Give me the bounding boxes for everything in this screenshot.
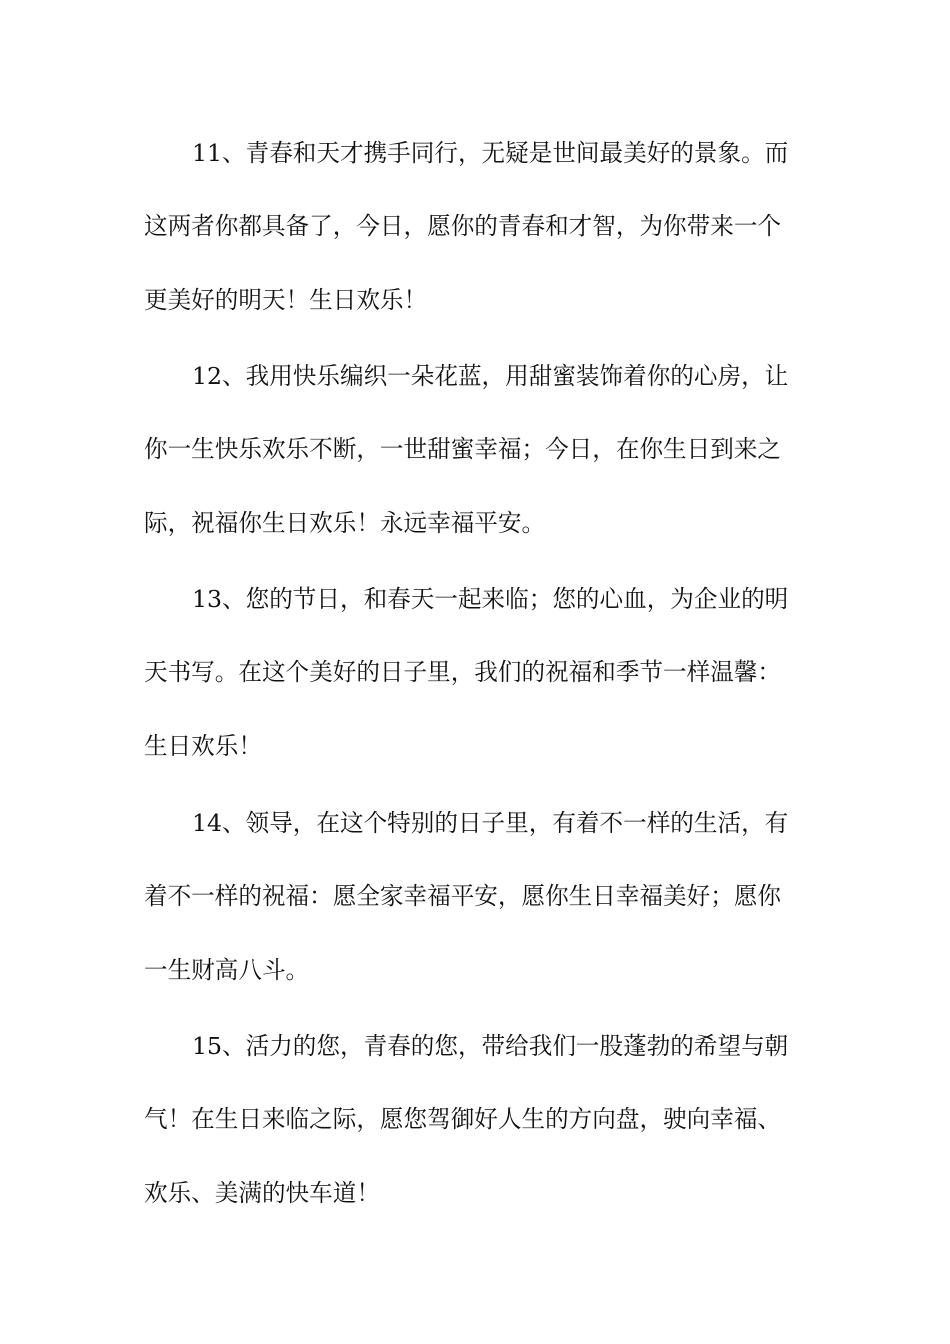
paragraph-11-line-2: 这两者你都具备了，今日，愿你的青春和才智，为你带来一个 — [144, 212, 782, 240]
paragraph-13-line-1: 13、您的节日，和春天一起来临；您的心血，为企业的明 — [192, 585, 789, 613]
paragraph-12-line-3: 际，祝福你生日欢乐！永远幸福平安。 — [144, 509, 546, 537]
paragraph-13-line-3: 生日欢乐！ — [144, 732, 262, 760]
paragraph-15-line-3: 欢乐、美满的快车道！ — [144, 1179, 380, 1207]
paragraph-13-line-2: 天书写。在这个美好的日子里，我们的祝福和季节一样温馨： — [144, 658, 782, 686]
paragraph-15-line-2: 气！在生日来临之际，愿您驾御好人生的方向盘，驶向幸福、 — [144, 1105, 782, 1133]
paragraph-11-line-3: 更美好的明天！生日欢乐！ — [144, 286, 428, 314]
paragraph-12-line-2: 你一生快乐欢乐不断，一世甜蜜幸福；今日，在你生日到来之 — [144, 435, 782, 463]
paragraph-14-line-1: 14、领导，在这个特别的日子里，有着不一样的生活，有 — [192, 809, 789, 837]
paragraph-14-line-3: 一生财高八斗。 — [144, 956, 310, 984]
paragraph-11-line-1: 11、青春和天才携手同行，无疑是世间最美好的景象。而 — [192, 139, 789, 167]
paragraph-15-line-1: 15、活力的您，青春的您，带给我们一股蓬勃的希望与朝 — [192, 1032, 789, 1060]
paragraph-12-line-1: 12、我用快乐编织一朵花蓝，用甜蜜装饰着你的心房，让 — [192, 362, 789, 390]
paragraph-14-line-2: 着不一样的祝福：愿全家幸福平安，愿你生日幸福美好；愿你 — [144, 882, 782, 910]
